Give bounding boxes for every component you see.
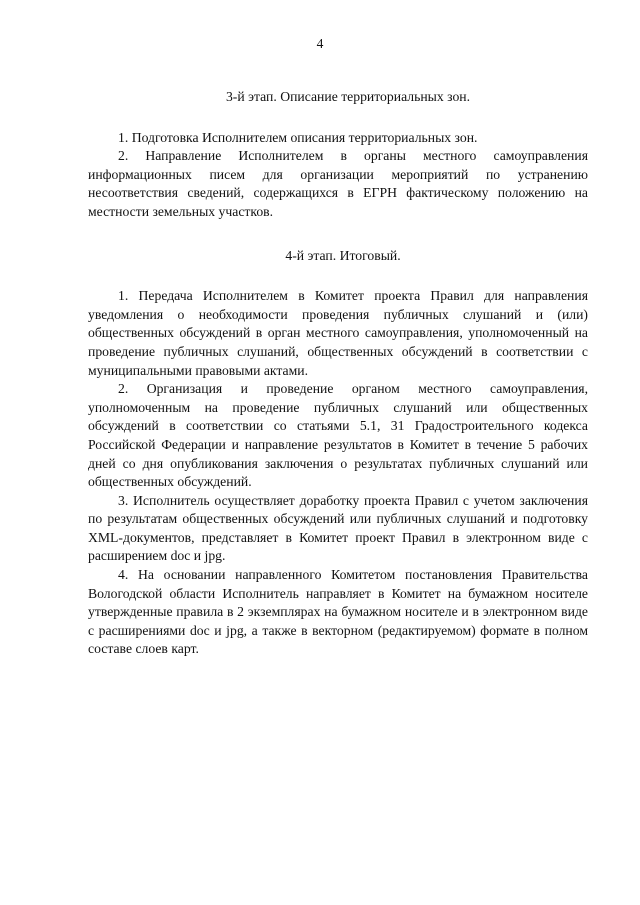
page-number: 4 xyxy=(316,36,324,51)
paragraph: 3. Исполнитель осуществляет доработку проекта Правил с учетом заключения по результатам общественных обсуждений или публичных слушаний и подготовку XML-документов, представляет в Комитет проект Правил в электронном виде с расширением doc и jpg. xyxy=(88,492,588,564)
paragraph: 1. Передача Исполнителем в Комитет проекта Правил для направления уведомления о необходимости проведения публичных слушаний и (или) общественных обсуждений в орган местного самоуправления, уполномоченный на проведение публичных слушаний, общественных обсуждений в соответствии с муниципальными правовыми актами. xyxy=(88,288,588,378)
paragraph: 2. Организация и проведение органом местного самоуправления, уполномоченным на проведение публичных слушаний или общественных обсуждений в соответствии со статьями 5.1, 31 Градостроительного кодекса Российской Федерации и направление результатов в Комитет в течение 5 рабочих дней со дня опубликования заключения о результатах публичных слушаний или общественных обсуждений. xyxy=(88,381,588,490)
section-heading-stage-3: 3-й этап. Описание территориальных зон. xyxy=(225,89,471,104)
section-heading-stage-4: 4-й этап. Итоговый. xyxy=(285,247,401,263)
paragraph: 1. Подготовка Исполнителем описания территориальных зон. xyxy=(118,129,478,145)
paragraph: 4. На основании направленного Комитетом постановления Правительства Вологодской области Исполнитель направляет в Комитет на бумажном носителе утвержденные правила в 2 экземплярах на бумажном носителе и в электронном виде с расширениями doc и jpg, а также в векторном (редактируемом) формате в полном составе слоев карт. xyxy=(88,567,588,657)
paragraph: 2. Направление Исполнителем в органы местного самоуправления информационных писем для организации мероприятий по устранению несоответствия сведений, содержащихся в ЕГРН фактическому положению на местности земельных участков. xyxy=(88,148,588,219)
document-body xyxy=(88,88,588,659)
